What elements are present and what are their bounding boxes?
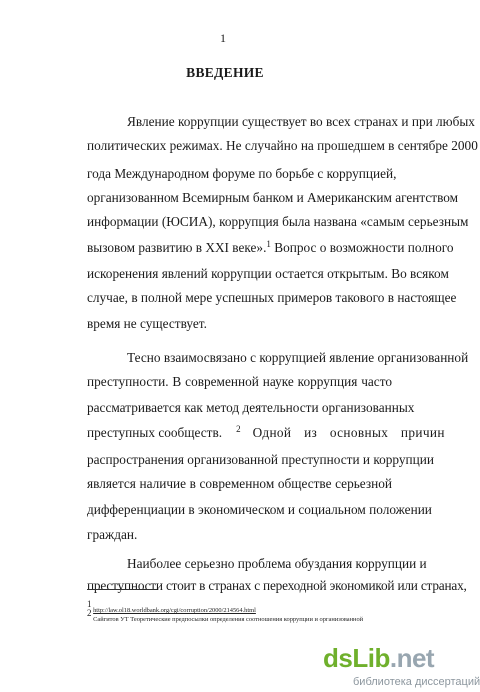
paragraph-line: искоренения явлений коррупции остается открытым. Во всяком — [87, 266, 449, 281]
footnote-link[interactable]: http://law.ol18.worldbank.org/cgi/corruption/2000/214564.html — [93, 607, 256, 614]
paragraph-line: информации (ЮСИА), коррупция была названа «самым серьезным — [87, 214, 469, 229]
footnote-ref: 1 — [266, 239, 271, 249]
paragraph-line-mixed — [87, 424, 445, 441]
paragraph-line: преступности. В современной науке коррупция часто — [87, 374, 392, 389]
footnote-mark: 1 — [87, 599, 92, 609]
footnote-separator — [87, 589, 157, 590]
paragraph-line: преступности стоит в странах с переходной экономикой или странах, — [87, 578, 467, 593]
dslib-logo: dsLib.net — [323, 643, 435, 673]
paragraph-line: является наличие в современном обществе серьезной — [87, 476, 392, 491]
paragraph-line: Наиболее серьезно проблема обуздания коррупции и — [127, 556, 427, 571]
text-segment: Одной из основных причин — [252, 425, 445, 440]
paragraph-line: организованном Всемирным банком и Американским агентством — [87, 190, 459, 205]
paragraph-line: граждан. — [87, 527, 138, 542]
page-title: ВВЕДЕНИЕ — [186, 65, 264, 80]
paragraph-line: время не существует. — [87, 316, 207, 331]
text-segment: вызовом развитию в XXI веке». — [87, 240, 267, 255]
paragraph-line: случае, в полной мере успешных примеров такового в настоящее — [87, 290, 457, 305]
paragraph-line: рассматривается как метод деятельности организованных — [87, 400, 415, 415]
footnote-mark: 2 — [87, 608, 92, 618]
page-number: 1 — [220, 31, 226, 45]
text-segment: преступных сообществ. — [87, 425, 223, 440]
paragraph-line: политических режимах. Не случайно на прошедшем в сентябре 2000 — [87, 138, 478, 153]
footnote-ref: 2 — [236, 424, 241, 434]
text-segment: Вопрос о возможности полного — [274, 240, 454, 255]
paragraph-line: распространения организованной преступности и коррупции — [87, 452, 434, 467]
paragraph-line-mixed — [87, 240, 454, 256]
paragraph-line: Явление коррупции существует во всех странах и при любых — [127, 114, 475, 129]
paragraph-line: года Международном форуме по борьбе с коррупцией, — [87, 166, 397, 181]
watermark-subtitle: библиотека диссертаций — [353, 676, 480, 688]
footnote-text: Сайгитов УТ Теоретические предпосылки определения соотношения коррупции и организованной — [93, 616, 364, 623]
paragraph-line: дифференциации в экономическом и социальном положении — [87, 502, 432, 517]
paragraph-line: Тесно взаимосвязано с коррупцией явление организованной — [127, 350, 469, 365]
